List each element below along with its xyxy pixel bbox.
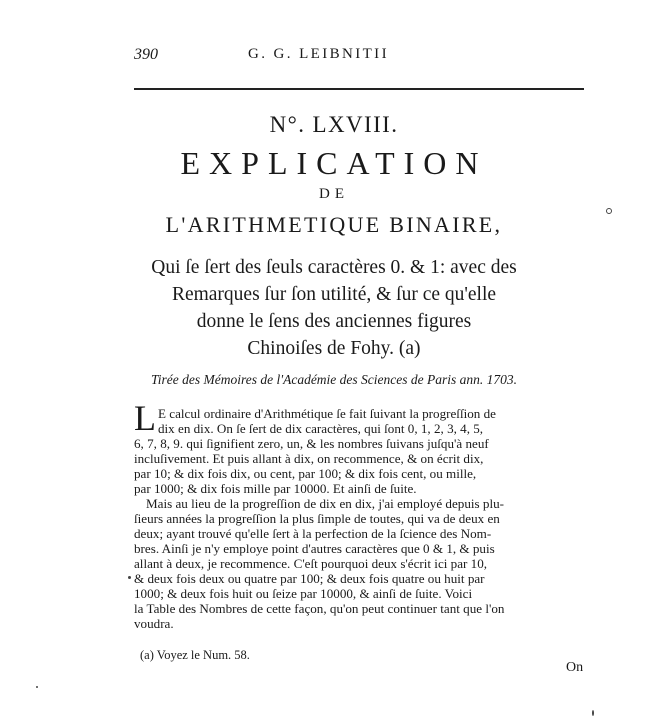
ink-speck-mark (128, 576, 131, 579)
body-line: allant à deux, je recommence. C'eſt pourquoi deux s'écrit ici par 10, (134, 556, 488, 571)
title-line-3: L'ARITHMETIQUE BINAIRE, (165, 212, 503, 237)
body-line: 1000; & deux fois huit ou ſeize par 10000, & ainſi de ſuite. Voici (134, 586, 473, 601)
footnote: (a) Voyez le Num. 58. (140, 648, 250, 662)
subtitle-line: Qui ſe ſert des ſeuls caractères 0. & 1: avec des (151, 257, 517, 278)
page-number: 390 (134, 46, 158, 63)
title-line-2: DE (319, 186, 349, 202)
body-line: bres. Ainſi je n'y employe point d'autres caractères que 0 & 1, & puis (134, 541, 495, 556)
title-line-1: EXPLICATION (180, 145, 488, 181)
body-line: la Table des Nombres de cette façon, qu'on peut continuer tant que l'on (134, 601, 505, 616)
body-line: E calcul ordinaire d'Arithmétique ſe fait ſuivant la progreſſion de (158, 406, 496, 421)
catchword: On (566, 660, 584, 675)
drop-cap: L (134, 398, 156, 438)
ink-speck-mark (36, 686, 38, 688)
source-note: Tirée des Mémoires de l'Académie des Sciences de Paris ann. 1703. (150, 372, 518, 387)
subtitle-line: donne le ſens des anciennes figures (196, 311, 472, 332)
body-line: incluſivement. Et puis allant à dix, on recommence, & on écrit dix, (134, 451, 484, 466)
body-line: Mais au lieu de la progreſſion de dix en dix, j'ai employé depuis plu- (146, 496, 504, 511)
body-line: par 10; & dix fois dix, ou cent, par 100; & dix fois cent, ou mille, (134, 466, 477, 481)
body-line: ſieurs années la progreſſion la plus ſimple de toutes, qui va de deux en (134, 511, 500, 526)
subtitle-line: Chinoiſes de Fohy. (a) (247, 338, 421, 359)
document-number: N°. LXVIII. (269, 112, 399, 137)
body-line: deux; ayant trouvé qu'elle ſert à la perfection de la ſcience des Nom- (134, 526, 492, 541)
ink-speck-mark (606, 208, 612, 214)
header-rule (134, 88, 584, 90)
body-line: par 1000; & dix fois mille par 10000. Et ainſi de ſuite. (134, 481, 417, 496)
body-line: & deux fois deux ou quatre par 100; & deux fois quatre ou huit par (134, 571, 485, 586)
body-line: 6, 7, 8, 9. qui ſignifient zero, un, & les nombres ſuivans juſqu'à neuf (134, 436, 489, 451)
body-line: voudra. (134, 616, 174, 631)
subtitle-line: Remarques ſur ſon utilité, & ſur ce qu'elle (171, 284, 497, 305)
running-head: G. G. LEIBNITII (248, 46, 389, 62)
body-line: dix en dix. On ſe ſert de dix caractères, qui ſont 0, 1, 2, 3, 4, 5, (158, 421, 484, 436)
ink-speck-mark (592, 710, 594, 716)
